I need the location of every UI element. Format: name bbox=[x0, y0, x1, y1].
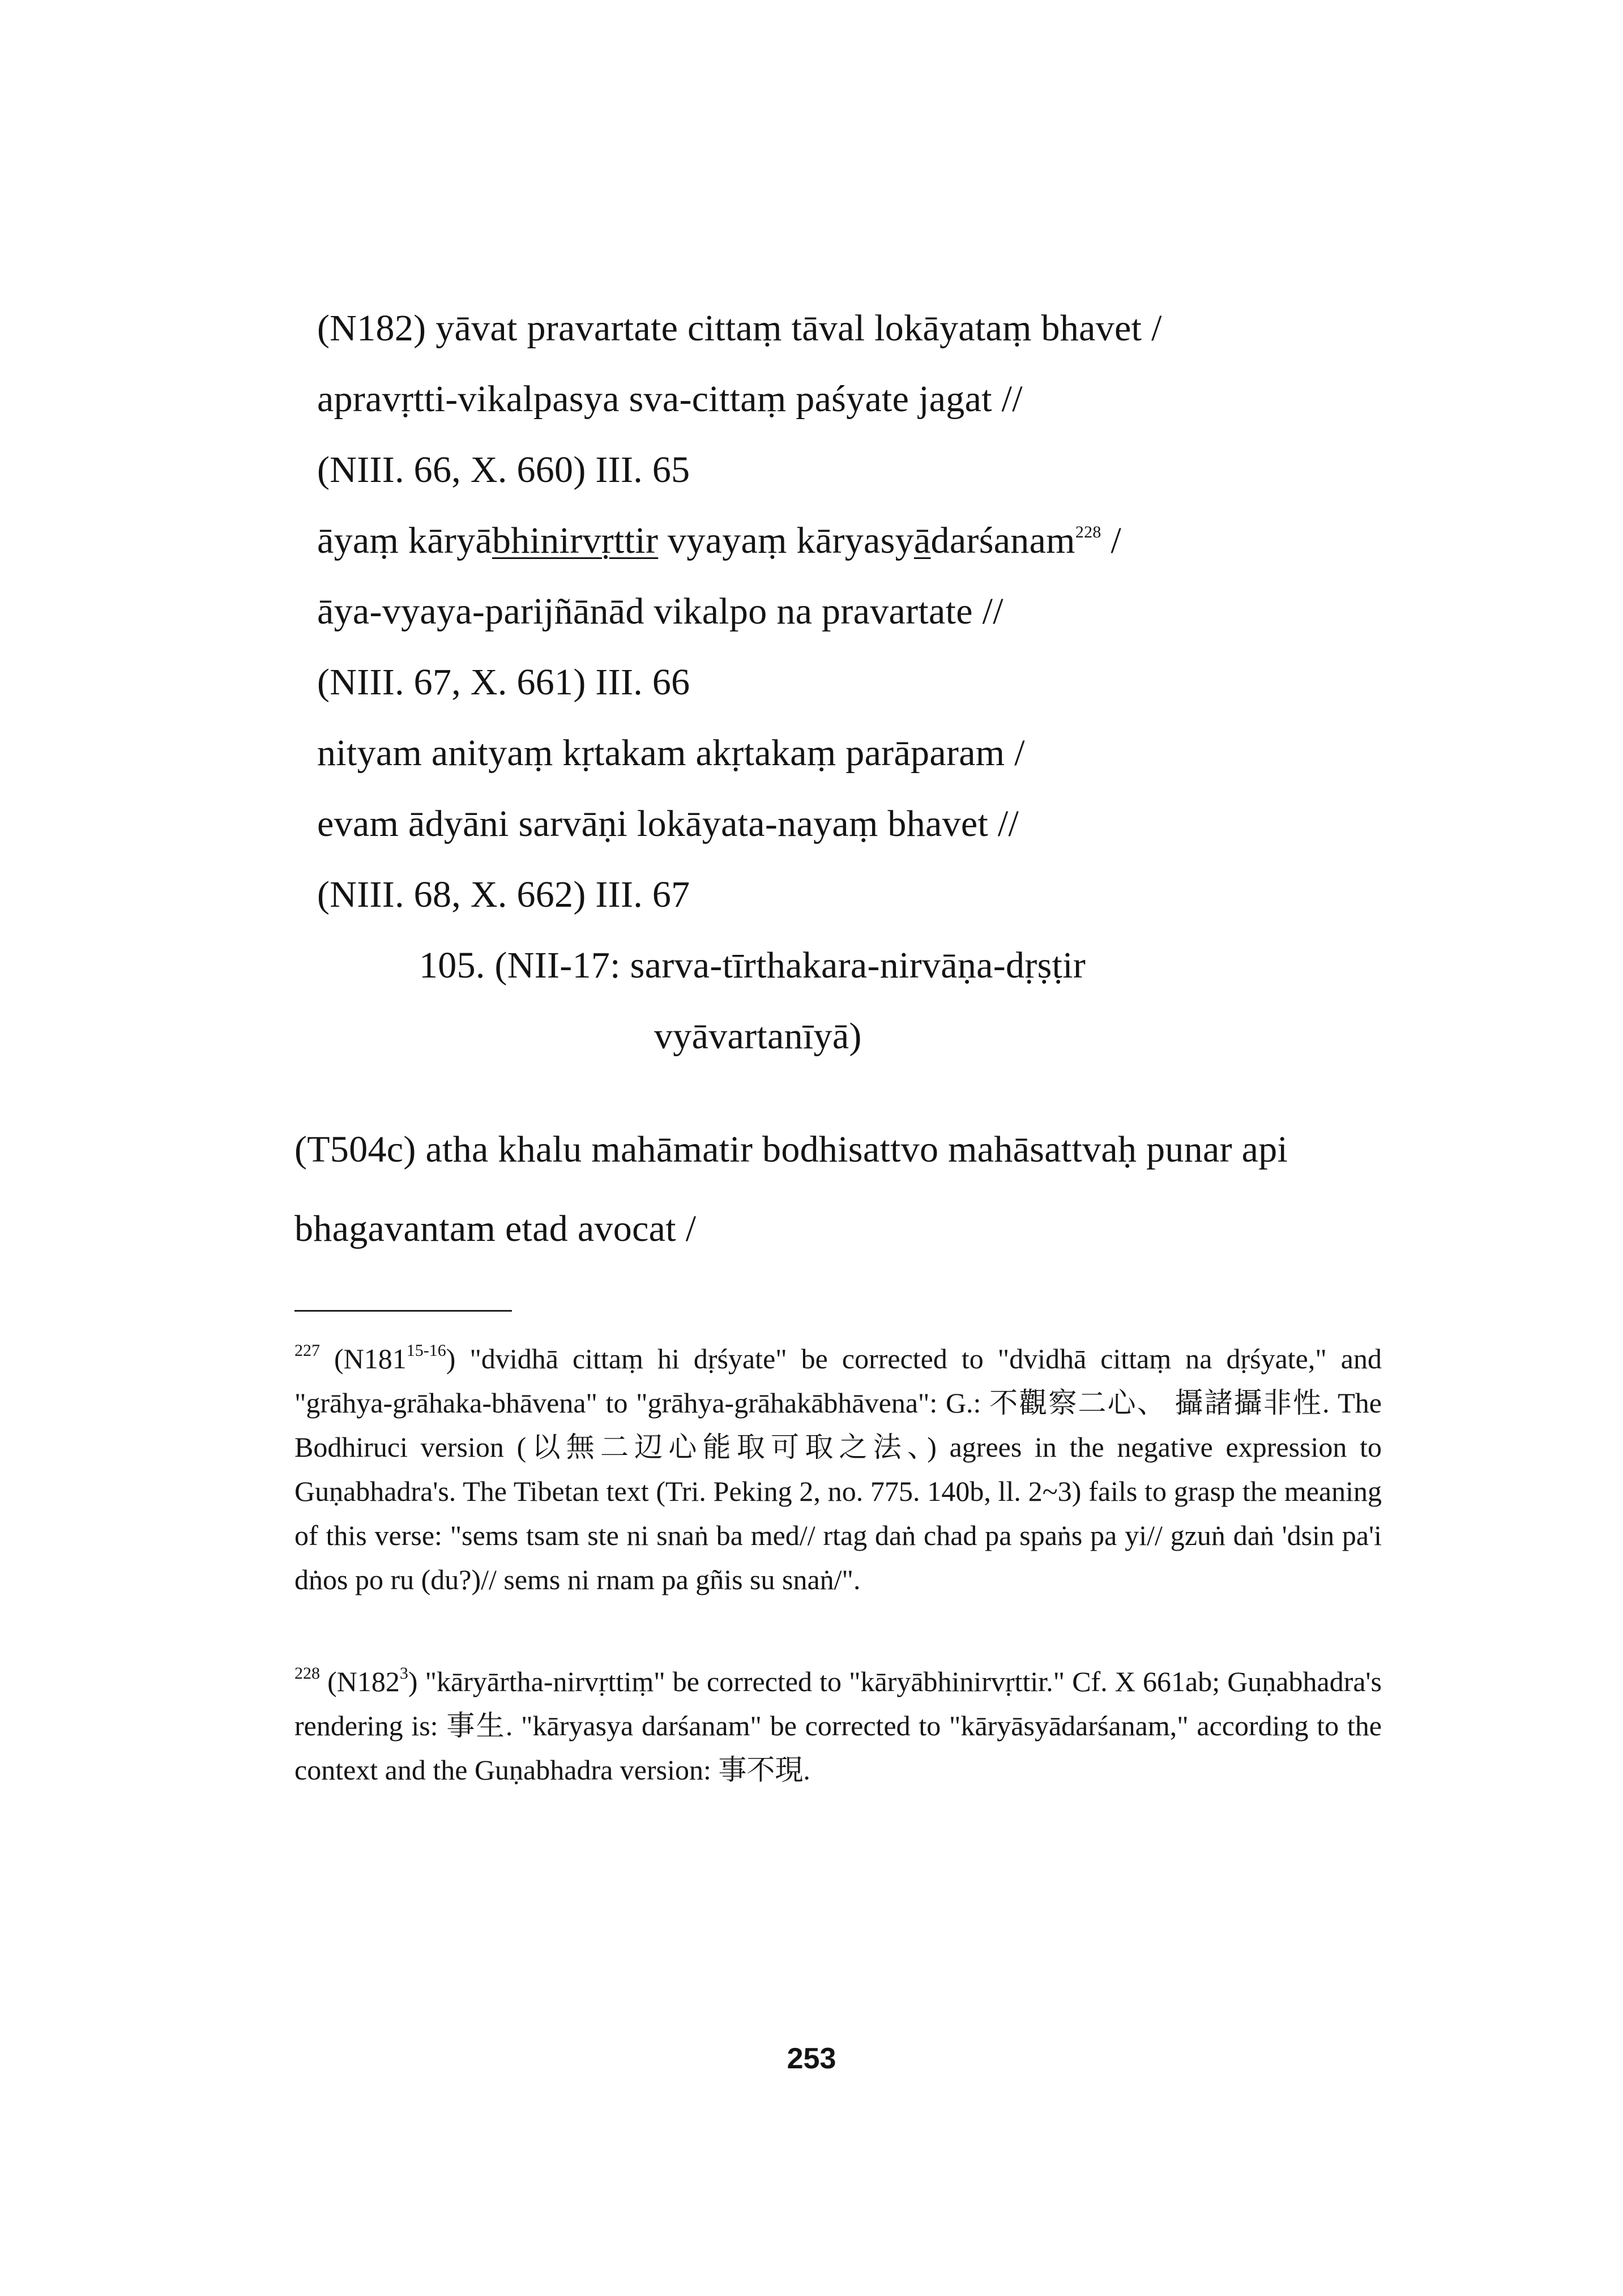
footnote-text: "kāryārtha-nirvṛttiṃ" be corrected to "kāryābhinirvṛttir." Cf. X 661ab; Guṇabhadra's rendering is: 事生. "kāryasya darśanam" be corrected to "kāryāsyādarśanam," according to the context and the Guṇabhadra version: 事不現. bbox=[294, 1666, 1382, 1786]
verse-line-3-part-c: darśanam bbox=[930, 520, 1075, 561]
body-line-2: bhagavantam etad avocat / bbox=[294, 1208, 697, 1249]
verse-ref-3: (NIII. 68, X. 662) III. 67 bbox=[317, 874, 690, 915]
verse-line-1: (N182) yāvat pravartate cittaṃ tāval lokāyataṃ bhavet / bbox=[317, 308, 1162, 349]
footnote-number: 227 bbox=[294, 1341, 320, 1360]
body-line-1: (T504c) atha khalu mahāmatir bodhisattvo mahāsattvaḥ punar api bbox=[294, 1129, 1288, 1170]
verse-line-3-underlined-a: bhinirvṛttir bbox=[492, 520, 659, 561]
page-number: 253 bbox=[787, 2042, 836, 2075]
footnote-marker-228: 228 bbox=[1075, 523, 1101, 541]
verse-line-2: apravṛtti-vikalpasya sva-cittaṃ paśyate jagat // bbox=[317, 378, 1023, 420]
footnote-228 bbox=[294, 1659, 1382, 1792]
verse-line-3-part-d: / bbox=[1101, 520, 1122, 561]
verse-line-6: evam ādyāni sarvāṇi lokāyata-nayaṃ bhavet // bbox=[317, 803, 1019, 844]
footnote-227 bbox=[294, 1337, 1382, 1602]
verse-ref-1: (NIII. 66, X. 660) III. 65 bbox=[317, 449, 690, 490]
verse-line-3 bbox=[317, 518, 1121, 564]
footnote-ref: (N181 bbox=[334, 1343, 407, 1375]
verse-line-3-underlined-b: ā bbox=[913, 520, 931, 561]
section-heading-line-1: 105. (NII-17: sarva-tīrthakara-nirvāṇa-dṛṣṭir bbox=[419, 945, 1086, 986]
footnote-ref-close: ) bbox=[408, 1666, 418, 1697]
footnote-ref: (N182 bbox=[327, 1666, 400, 1697]
footnote-number: 228 bbox=[294, 1664, 320, 1683]
verse-ref-2: (NIII. 67, X. 661) III. 66 bbox=[317, 662, 690, 703]
footnote-ref-sup: 15-16 bbox=[406, 1341, 446, 1360]
footnote-divider bbox=[294, 1310, 512, 1312]
verse-line-3-part-b: vyayaṃ kāryasy bbox=[658, 520, 914, 561]
verse-line-3-part-a: āyaṃ kāryā bbox=[317, 520, 492, 561]
verse-line-4: āya-vyaya-parijñānād vikalpo na pravartate // bbox=[317, 591, 1003, 632]
section-heading-line-2: vyāvartanīyā) bbox=[654, 1015, 862, 1057]
footnote-ref-sup: 3 bbox=[399, 1664, 408, 1683]
footnote-ref-close: ) bbox=[446, 1343, 456, 1375]
verse-line-5: nityam anityaṃ kṛtakam akṛtakaṃ parāparam / bbox=[317, 732, 1025, 774]
footnote-text: "dvidhā cittaṃ hi dṛśyate" be corrected to "dvidhā cittaṃ na dṛśyate," and "grāhya-grāhaka-bhāvena" to "grāhya-grāhakābhāvena": G.: 不觀察二心、 攝諸攝非性. The Bodhiruci version (以無二辺心能取可取之法、) agrees in the negative expression to Guṇabhadra's. The Tibetan text (Tri. Peking 2, no. 775. 140b, ll. 2~3) fails to grasp the meaning of this verse: "sems tsam ste ni snaṅ ba med// rtag daṅ chad pa spaṅs pa yi// gzuṅ daṅ 'dsin pa'i dṅos po ru (du?)// sems ni rnam pa gñis su snaṅ/". bbox=[294, 1343, 1382, 1595]
